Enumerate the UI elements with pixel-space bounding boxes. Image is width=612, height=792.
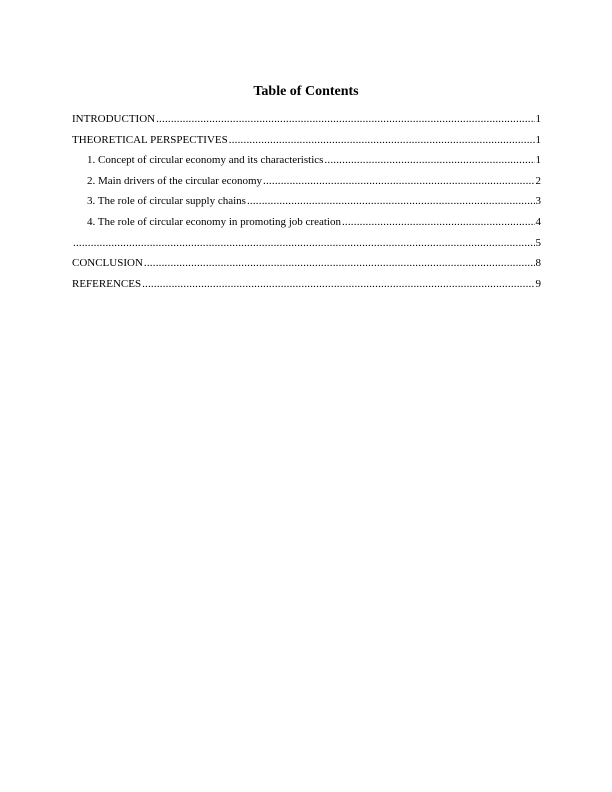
toc-list [72,112,541,297]
toc-dot-leader [247,194,535,208]
toc-page-number: 8 [535,257,541,270]
toc-entry-untitled[interactable] [72,236,541,257]
toc-entry-circular-supply-chains[interactable] [72,194,541,215]
toc-dot-leader [342,215,535,229]
toc-entry-introduction[interactable] [72,112,541,133]
toc-entry-conclusion[interactable] [72,256,541,277]
toc-entry-label: 3. The role of circular supply chains [87,195,246,208]
toc-entry-job-creation[interactable] [72,215,541,236]
toc-dot-leader [142,277,534,291]
toc-entry-references[interactable] [72,277,541,298]
toc-page-number: 9 [535,277,541,290]
toc-entry-label: 1. Concept of circular economy and its characteristics [87,154,324,167]
toc-dot-leader [229,133,535,147]
toc-entry-theoretical-perspectives[interactable] [72,133,541,154]
toc-page-number: 5 [535,236,541,249]
toc-entry-label: REFERENCES [72,277,142,290]
toc-page-number: 1 [535,133,541,146]
toc-page-number: 3 [535,195,541,208]
toc-dot-leader [73,236,535,250]
toc-entry-label: 2. Main drivers of the circular economy [87,174,263,187]
toc-page-number: 2 [535,174,541,187]
toc-entry-main-drivers[interactable] [72,174,541,195]
toc-entry-label: CONCLUSION [72,257,143,270]
toc-page-number: 1 [535,113,541,125]
toc-dot-leader [263,174,534,188]
toc-entry-concept-circular-economy[interactable] [72,153,541,174]
toc-page-number: 1 [535,154,541,167]
toc-entry-label: 4. The role of circular economy in promoting job creation [87,215,341,228]
toc-title: Table of Contents [253,84,359,99]
toc-dot-leader [144,256,535,270]
toc-entry-label: THEORETICAL PERSPECTIVES [72,133,228,146]
toc-entry-label: INTRODUCTION [72,113,156,125]
toc-page-number: 4 [535,215,541,228]
toc-dot-leader [156,112,534,126]
toc-dot-leader [324,153,534,167]
